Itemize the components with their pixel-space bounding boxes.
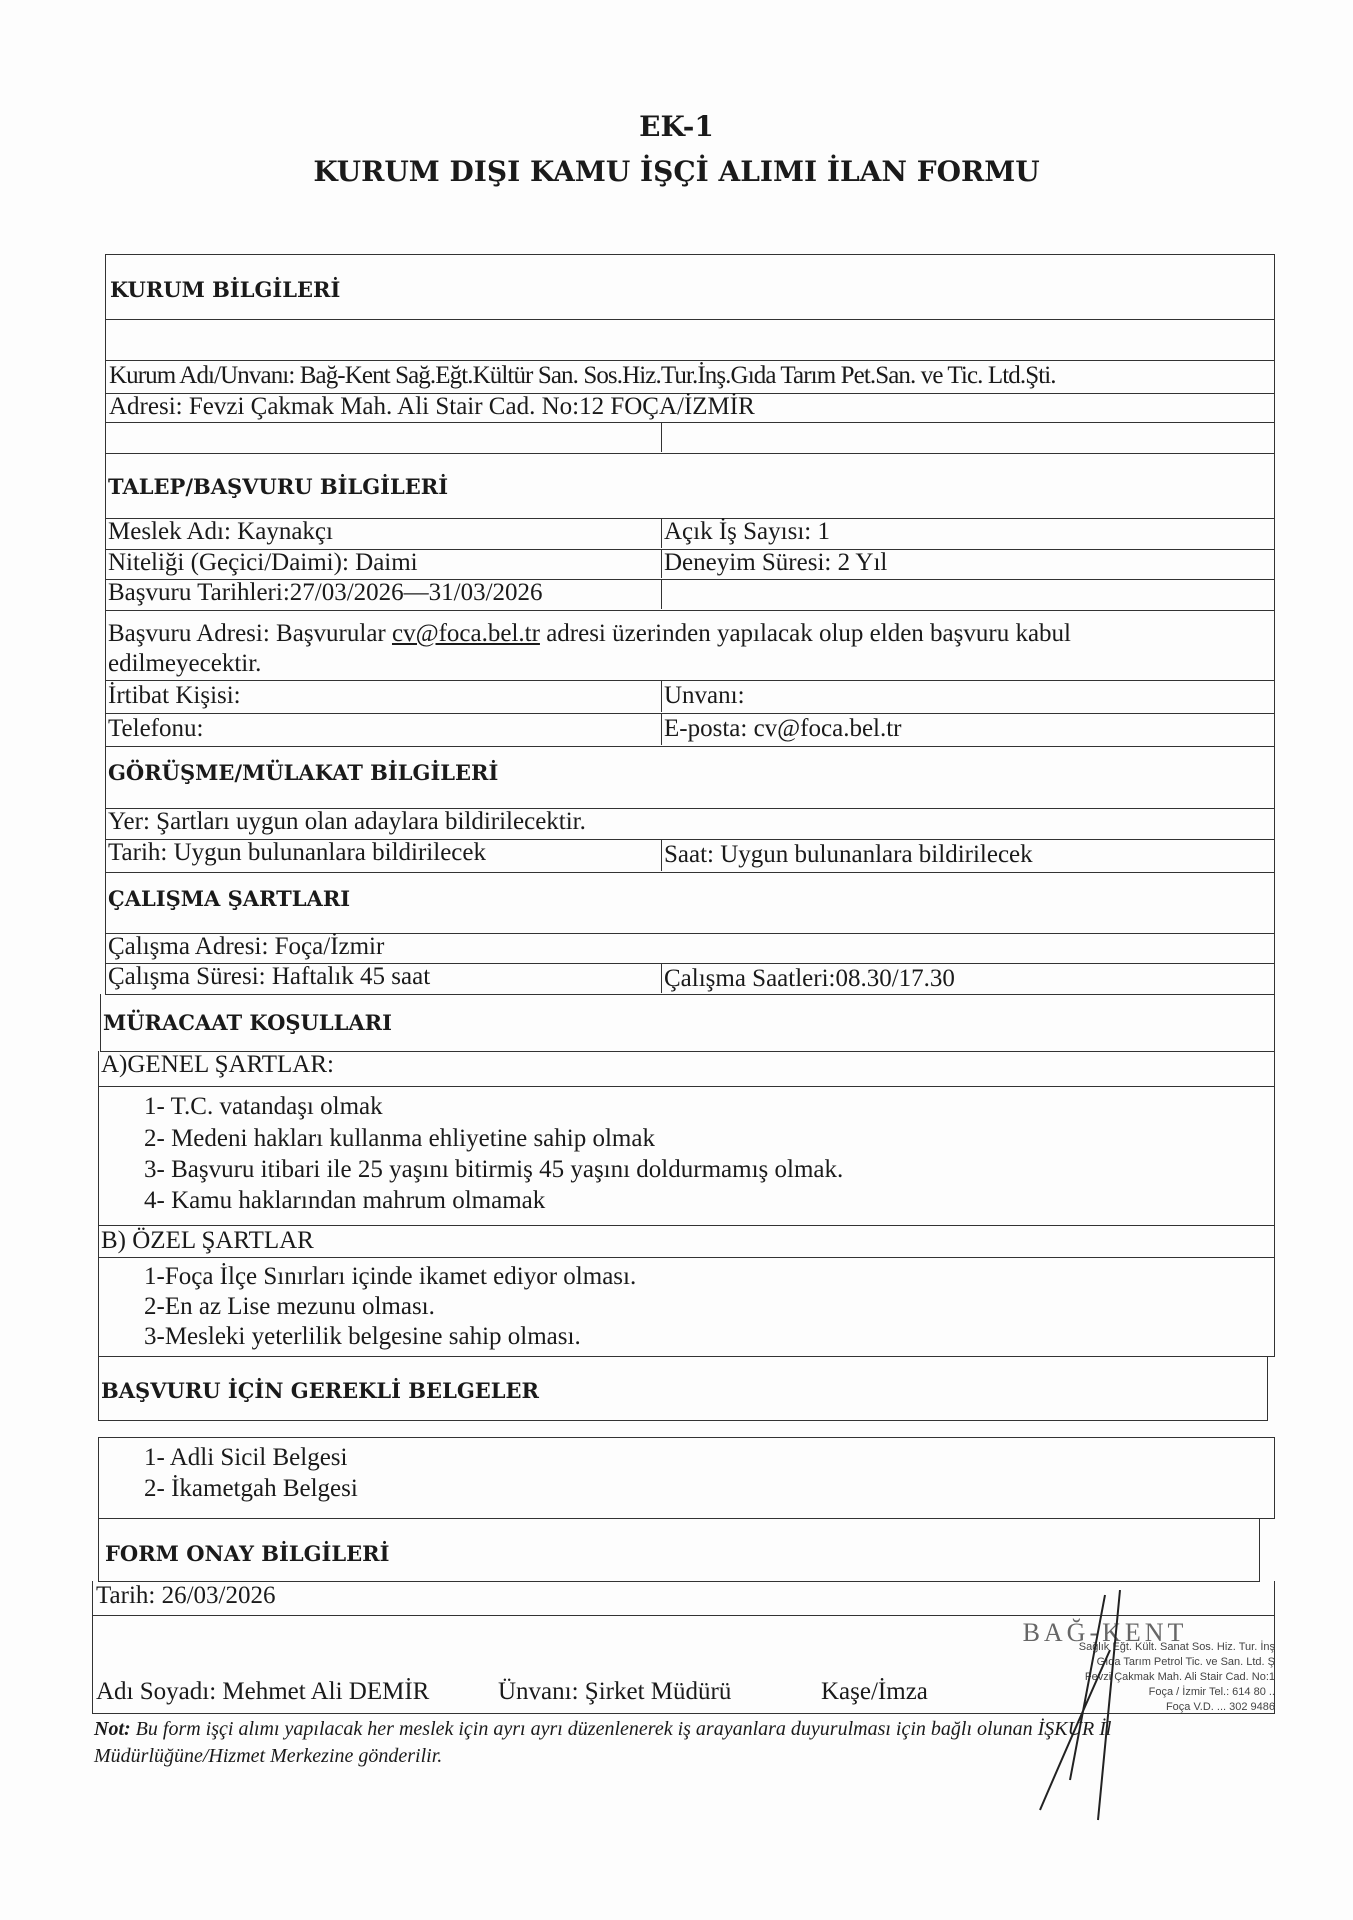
kurum-name-row xyxy=(105,360,1275,394)
kurum-address: Adresi: Fevzi Çakmak Mah. Ali Stair Cad. No:12 FOÇA/İZMİR xyxy=(109,393,755,420)
genel-sartlar-block xyxy=(98,1051,1275,1226)
telefon: Telefonu: xyxy=(108,715,204,742)
ozel-item: 1-Foça İlçe Sınırları içinde ikamet ediyor olması. xyxy=(144,1263,637,1290)
adi-soyadi: Adı Soyadı: Mehmet Ali DEMİR xyxy=(96,1678,430,1705)
note-text: Bu form işçi alımı yapılacak her meslek için ayrı ayrı düzenlenerek iş arayanlara duyurulması için bağlı olunan İŞKUR İl xyxy=(130,1718,1112,1740)
note-label: Not: xyxy=(94,1718,131,1740)
blank-row xyxy=(105,422,1275,454)
belge-item: 1- Adli Sicil Belgesi xyxy=(144,1444,348,1471)
calisma-suresi: Çalışma Süresi: Haftalık 45 saat xyxy=(108,963,431,990)
kurum-address-row xyxy=(105,393,1275,423)
basvuru-adresi-line2: edilmeyecektir. xyxy=(108,650,262,677)
email-link[interactable]: cv@foca.bel.tr xyxy=(391,620,540,647)
yer-row xyxy=(105,808,1275,840)
gorusme-tarih: Tarih: Uygun bulunanlara bildirilecek xyxy=(108,839,486,866)
genel-item: 1- T.C. vatandaşı olmak xyxy=(144,1093,383,1120)
genel-item: 2- Medeni hakları kullanma ehliyetine sahip olmak xyxy=(144,1125,655,1152)
genel-item: 4- Kamu haklarından mahrum olmamak xyxy=(144,1187,546,1214)
kurum-name: Kurum Adı/Unvanı: Bağ-Kent Sağ.Eğt.Kültür San. Sos.Hiz.Tur.İnş.Gıda Tarım Pet.San. ve Tic. Ltd.Şti. xyxy=(109,362,1056,389)
belge-item: 2- İkametgah Belgesi xyxy=(144,1475,358,1502)
basvuru-adresi-text: adresi üzerinden yapılacak olup elden başvuru kabul xyxy=(539,620,1071,647)
gorusme-header-row xyxy=(105,746,1275,809)
meslek: Meslek Adı: Kaynakçı xyxy=(108,518,333,545)
ozel-sartlar-block xyxy=(98,1225,1275,1357)
note-line2: Müdürlüğüne/Hizmet Merkezine gönderilir. xyxy=(94,1745,443,1767)
gorusme-tarih-row xyxy=(105,839,1275,873)
onay-header-row xyxy=(98,1518,1260,1582)
kurum-heading: KURUM BİLGİLERİ xyxy=(110,277,341,302)
calisma-saatleri: Çalışma Saatleri:08.30/17.30 xyxy=(664,965,955,992)
irtibat-row xyxy=(105,680,1275,714)
stamp-line: Gıda Tarım Petrol Tic. ve San. Ltd. Ş xyxy=(1096,1656,1275,1668)
deneyim: Deneyim Süresi: 2 Yıl xyxy=(664,549,888,576)
stamp-line: Sağlık Eğt. Kült. Sanat Sos. Hiz. Tur. İnş xyxy=(1078,1641,1275,1653)
eposta: E-posta: cv@foca.bel.tr xyxy=(664,715,902,742)
calisma-heading: ÇALIŞMA ŞARTLARI xyxy=(108,886,351,911)
calisma-header-row xyxy=(105,872,1275,934)
belgeler-header-row xyxy=(98,1356,1268,1421)
unvan: Unvanı: xyxy=(664,682,745,709)
nitelik-row xyxy=(105,549,1275,580)
belgeler-list xyxy=(98,1437,1275,1519)
basvuru-tarihleri: Başvuru Tarihleri:27/03/2026—31/03/2026 xyxy=(108,579,543,606)
muracaat-heading: MÜRACAAT KOŞULLARI xyxy=(103,1010,392,1035)
stamp-line: Foça / İzmir Tel.: 614 80 .. xyxy=(1148,1686,1275,1698)
signature-icon xyxy=(1010,1590,1130,1830)
kurum-header-row xyxy=(105,254,1275,320)
kase-imza: Kaşe/İmza xyxy=(821,1678,928,1705)
note xyxy=(94,1718,1111,1741)
gorusme-heading: GÖRÜŞME/MÜLAKAT BİLGİLERİ xyxy=(108,760,499,785)
acik-is-sayisi: Açık İş Sayısı: 1 xyxy=(664,518,830,545)
onay-tarih: Tarih: 26/03/2026 xyxy=(96,1582,276,1609)
page-title: KURUM DIŞI KAMU İŞÇİ ALIMI İLAN FORMU xyxy=(313,155,1040,188)
muracaat-header-row xyxy=(100,994,1275,1052)
calisma-adresi: Çalışma Adresi: Foça/İzmir xyxy=(108,933,385,960)
nitelik: Niteliği (Geçici/Daimi): Daimi xyxy=(108,549,418,576)
stamp-line: Foça V.D. ... 302 9486 xyxy=(1165,1701,1275,1713)
talep-heading: TALEP/BAŞVURU BİLGİLERİ xyxy=(108,474,449,499)
ozel-item: 3-Mesleki yeterlilik belgesine sahip olması. xyxy=(144,1323,581,1350)
tarihler-row xyxy=(105,579,1275,611)
belgeler-heading: BAŞVURU İÇİN GEREKLİ BELGELER xyxy=(101,1378,539,1403)
telefon-row xyxy=(105,713,1275,747)
genel-item: 3- Başvuru itibari ile 25 yaşını bitirmiş 45 yaşını doldurmamış olmak. xyxy=(144,1156,844,1183)
ozel-item: 2-En az Lise mezunu olması. xyxy=(144,1293,435,1320)
gorusme-yer: Yer: Şartları uygun olan adaylara bildirilecektir. xyxy=(108,808,586,835)
gorusme-saat: Saat: Uygun bulunanlara bildirilecek xyxy=(664,841,1033,868)
calisma-adres-row xyxy=(105,933,1275,964)
basvuru-adresi xyxy=(108,620,1071,648)
irtibat-kisisi: İrtibat Kişisi: xyxy=(108,682,241,709)
ozel-heading: B) ÖZEL ŞARTLAR xyxy=(101,1227,314,1254)
blank-row xyxy=(105,319,1275,361)
stamp-logo: BAĞ-KENT xyxy=(1022,1618,1188,1647)
talep-header-row xyxy=(105,453,1275,519)
stamp-line: Fevzi Çakmak Mah. Ali Stair Cad. No:1 xyxy=(1084,1671,1275,1683)
basvuru-adresi-row xyxy=(105,610,1275,681)
genel-heading: A)GENEL ŞARTLAR: xyxy=(101,1051,334,1078)
basvuru-adresi-text: Başvuru Adresi: Başvurular xyxy=(108,620,392,647)
calisma-sure-row xyxy=(105,963,1275,995)
meslek-row xyxy=(105,518,1275,550)
onay-heading: FORM ONAY BİLGİLERİ xyxy=(105,1541,390,1566)
onay-unvan: Ünvanı: Şirket Müdürü xyxy=(498,1678,732,1705)
annex-label: EK-1 xyxy=(639,110,714,143)
